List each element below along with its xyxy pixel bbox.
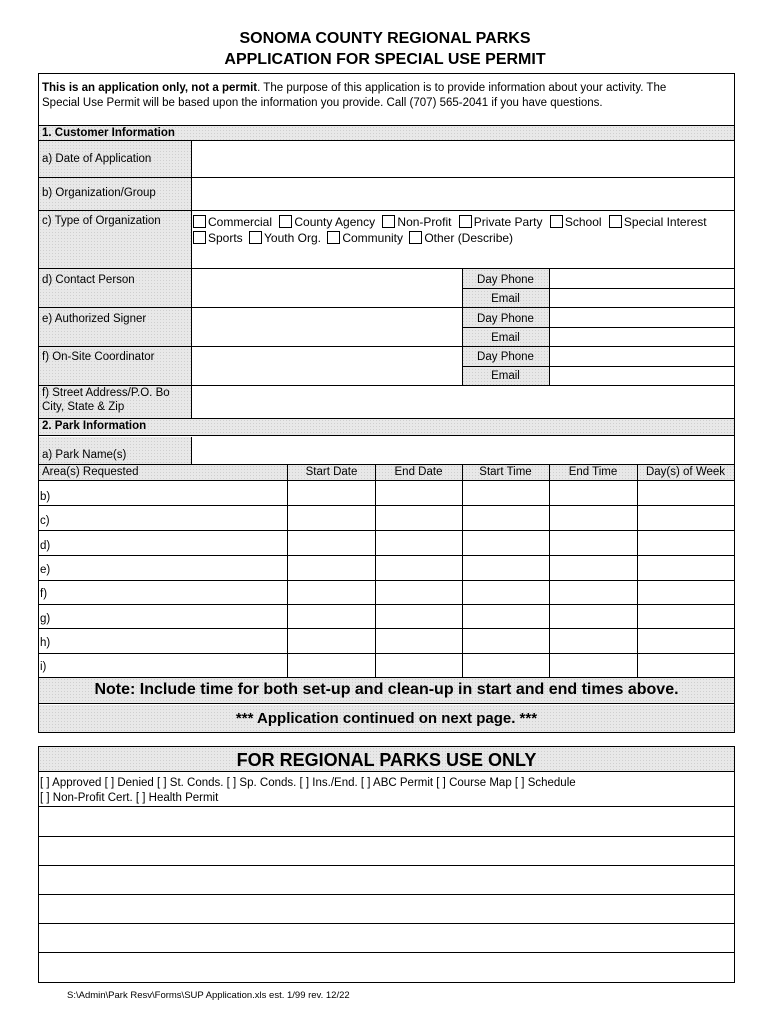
contact-day-phone-field[interactable]: [550, 269, 734, 288]
intro-line1: [42, 82, 666, 95]
schedule-row-label-c: c): [40, 515, 50, 527]
schedule-row-label-i: i): [40, 661, 47, 673]
contact-email-label: Email: [491, 293, 520, 305]
checkbox-other[interactable]: [409, 231, 422, 244]
type-youth-org[interactable]: Youth Org.: [249, 231, 321, 245]
schedule-row-label-d: d): [40, 540, 51, 552]
type-commercial[interactable]: Commercial: [193, 215, 272, 229]
intro-bold: This is an application only, not a permit: [42, 82, 258, 94]
col-start-time: Start Time: [479, 466, 532, 478]
date-of-application-field[interactable]: [192, 141, 734, 177]
organization-label: b) Organization/Group: [42, 187, 156, 199]
type-private-party[interactable]: Private Party: [459, 215, 543, 229]
continued-text: *** Application continued on next page. ***: [235, 710, 538, 727]
authorized-signer-field[interactable]: [192, 308, 462, 346]
park-name-label: a) Park Name(s): [42, 449, 127, 461]
type-county-agency[interactable]: County Agency: [279, 215, 375, 229]
schedule-row-label-f: f): [40, 588, 48, 600]
org-type-label: c) Type of Organization: [42, 215, 161, 227]
office-use-checklist-line1: [ ] Approved [ ] Denied [ ] St. Conds. [ ] Sp. Conds. [ ] Ins./End. [ ] ABC Permit [ ] Course Map [ ] Schedule: [40, 777, 576, 789]
checkbox-commercial[interactable]: [193, 215, 206, 228]
date-of-application-label: a) Date of Application: [42, 153, 152, 165]
signer-email-label: Email: [491, 332, 520, 344]
section1-title: 1. Customer Information: [42, 127, 175, 139]
organization-field[interactable]: [192, 178, 734, 210]
checkbox-non-profit[interactable]: [382, 215, 395, 228]
org-type-row1: [193, 215, 707, 229]
checkbox-youth-org[interactable]: [249, 231, 262, 244]
schedule-row-label-b: b): [40, 491, 51, 503]
onsite-coordinator-field[interactable]: [192, 347, 462, 385]
onsite-coordinator-label: f) On-Site Coordinator: [42, 351, 155, 363]
schedule-row-label-g: g): [40, 613, 51, 625]
org-type-row2: [193, 231, 513, 245]
type-sports[interactable]: Sports: [193, 231, 243, 245]
signer-day-phone-label: Day Phone: [477, 313, 534, 325]
type-community[interactable]: Community: [327, 231, 403, 245]
signer-day-phone-field[interactable]: [550, 308, 734, 327]
park-name-field[interactable]: [192, 437, 734, 464]
office-use-checklist-line2: [ ] Non-Profit Cert. [ ] Health Permit: [40, 792, 219, 804]
type-non-profit[interactable]: Non-Profit: [382, 215, 451, 229]
coordinator-day-phone-label: Day Phone: [477, 351, 534, 363]
checkbox-special-interest[interactable]: [609, 215, 622, 228]
contact-person-field[interactable]: [192, 269, 462, 307]
checkbox-school[interactable]: [550, 215, 563, 228]
type-school[interactable]: School: [550, 215, 602, 229]
col-start-date: Start Date: [305, 466, 358, 478]
form-title-line1: SONOMA COUNTY REGIONAL PARKS: [239, 30, 531, 47]
checkbox-county-agency[interactable]: [279, 215, 292, 228]
coordinator-email-label: Email: [491, 370, 520, 382]
checkbox-community[interactable]: [327, 231, 340, 244]
schedule-row-label-h: h): [40, 637, 51, 649]
contact-day-phone-label: Day Phone: [477, 274, 534, 286]
col-end-time: End Time: [568, 466, 618, 478]
checkbox-private-party[interactable]: [459, 215, 472, 228]
footer-file-path: S:\Admin\Park Resv\Forms\SUP Application.xls est. 1/99 rev. 12/22: [67, 990, 350, 1001]
signer-email-field[interactable]: [550, 328, 734, 346]
type-special-interest[interactable]: Special Interest: [609, 215, 707, 229]
note-text: Note: Include time for both set-up and clean-up in start and end times above.: [94, 681, 679, 698]
schedule-row-label-e: e): [40, 564, 51, 576]
intro-rest: . The purpose of this application is to provide information about your activity. The: [257, 82, 667, 94]
authorized-signer-label: e) Authorized Signer: [42, 313, 147, 325]
contact-person-label: d) Contact Person: [42, 274, 135, 286]
col-end-date: End Date: [394, 466, 443, 478]
type-other[interactable]: Other (Describe): [409, 231, 513, 245]
address-label-line1: f) Street Address/P.O. Bo: [42, 387, 170, 399]
office-use-title: FOR REGIONAL PARKS USE ONLY: [236, 750, 537, 770]
address-field[interactable]: [192, 386, 734, 418]
coordinator-email-field[interactable]: [550, 367, 734, 385]
checkbox-sports[interactable]: [193, 231, 206, 244]
address-label-line2: City, State & Zip: [42, 401, 125, 413]
form-title-line2: APPLICATION FOR SPECIAL USE PERMIT: [224, 51, 546, 68]
intro-line2: Special Use Permit will be based upon the information you provide. Call (707) 565-2041 if you have questions.: [42, 97, 603, 109]
contact-email-field[interactable]: [550, 289, 734, 307]
col-area-requested: Area(s) Requested: [42, 466, 139, 478]
coordinator-day-phone-field[interactable]: [550, 347, 734, 366]
col-days-of-week: Day(s) of Week: [645, 466, 726, 478]
section2-title: 2. Park Information: [42, 420, 147, 432]
